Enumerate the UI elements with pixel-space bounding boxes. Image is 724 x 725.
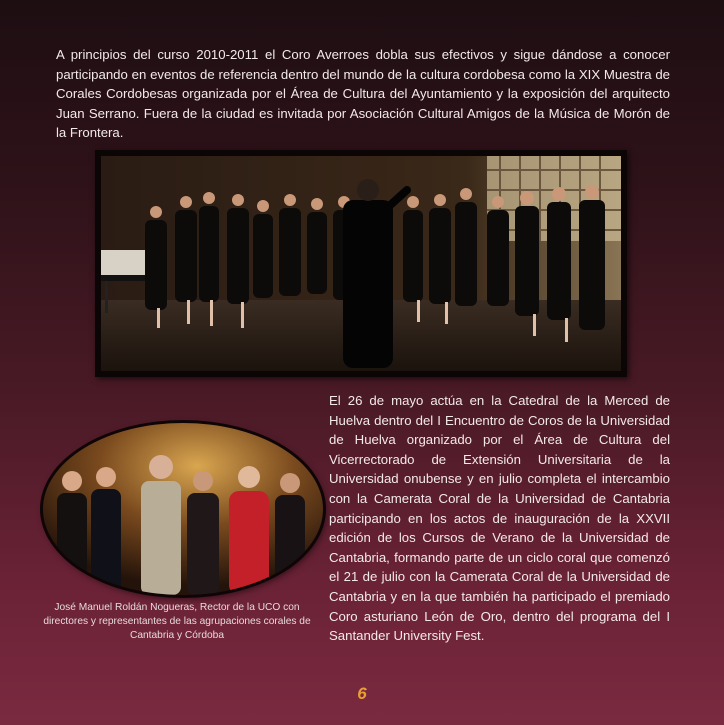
- group-portrait-photo: [43, 423, 323, 595]
- photo-caption: José Manuel Roldán Nogueras, Rector de la UCO con directores y representantes de las agrupaciones corales de Cantabria y Córdoba: [43, 602, 311, 641]
- intro-paragraph: A principios del curso 2010-2011 el Coro Averroes dobla sus efectivos y sigue dándose a conocer participando en eventos de referencia dentro del mundo de la cultura cordobesa como la XIX Muestra de Corales Cordobesas organizada por el Área de Cultura del Ayuntamiento y la exposición del arquitecto Juan Serrano. Fuera de la ciudad es invitada por Asociación Cultural Amigos de la Música de Morón de la Frontera.: [56, 47, 670, 140]
- huelva-paragraph: El 26 de mayo actúa en la Catedral de la Merced de Huelva dentro del I Encuentro de Coros de la Universidad de Huelva organizado por el Área de Cultura del Vicerrectorado de Extensión Universitaria de la Universidad onubense y en julio completa el intercambio con la Camerata Coral de la Universidad de Cantabria participando en los actos de inauguración de la XXVII edición de los Cursos de Verano de la Universidad de Cantabria, formando parte de un ciclo coral que comenzó el 21 de julio con la Camerata Coral de la Universidad de Cantabria y en la que también ha participado el premiado Coro asturiano León de Oro, dentro del programa del I Santander University Fest.: [329, 393, 670, 644]
- choir-concert-photo: [95, 150, 627, 377]
- page-number: 6: [357, 684, 367, 703]
